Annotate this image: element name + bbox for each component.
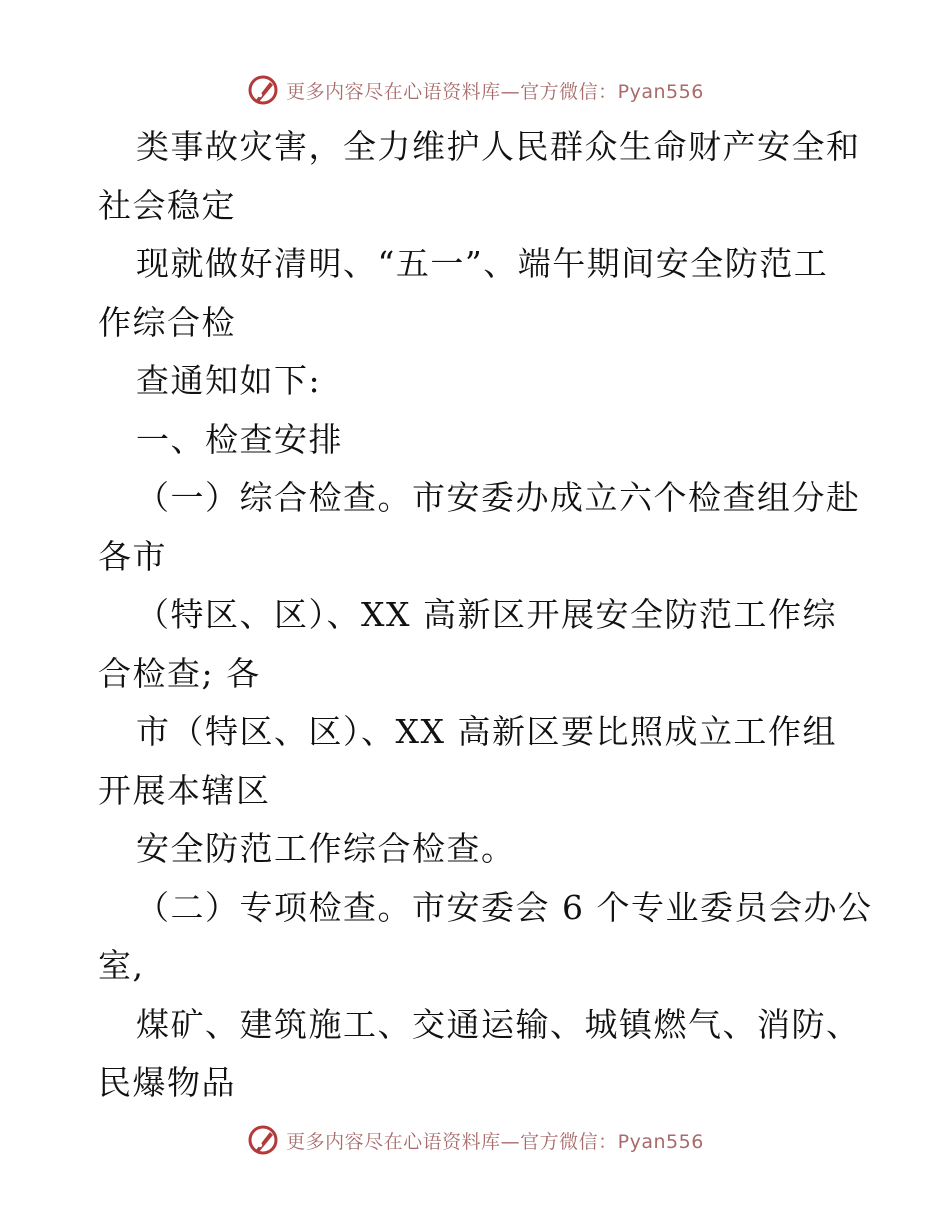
text-line: 市（特区、区）、XX 高新区要比照成立工作组 — [136, 712, 837, 751]
text-line: 合检查; 各 — [98, 653, 261, 693]
watermark-text: 更多内容尽在心语资料库—官方微信：Pyan556 — [286, 1130, 704, 1153]
pen-nib-circle-icon — [246, 1123, 280, 1157]
text-line: （一）综合检查。市安委办成立六个检查组分赴 — [136, 478, 861, 517]
document-body — [98, 118, 873, 1113]
text-line: 作综合检 — [98, 302, 236, 342]
text-line: 室, — [98, 946, 145, 985]
text-line: 煤矿、建筑施工、交通运输、城镇燃气、消防、 — [136, 1004, 861, 1044]
header-watermark — [0, 70, 950, 110]
text-line: 安全防范工作综合检查。 — [136, 829, 516, 868]
text-line: 开展本辖区 — [98, 770, 271, 810]
footer-watermark — [0, 1120, 950, 1160]
text-line: 各市 — [98, 536, 167, 576]
section-heading: 一、检查安排 — [136, 419, 343, 459]
text-line: 现就做好清明、“五一”、端午期间安全防范工 — [136, 244, 829, 283]
watermark-text: 更多内容尽在心语资料库—官方微信：Pyan556 — [286, 80, 704, 103]
text-line: 查通知如下: — [136, 361, 322, 400]
text-line: （二）专项检查。市安委会 6 个专业委员会办公 — [136, 887, 873, 927]
pen-nib-circle-icon — [246, 73, 280, 107]
text-line: 民爆物品 — [98, 1063, 236, 1102]
text-line: 社会稳定 — [98, 185, 236, 225]
text-line: 类事故灾害，全力维护人民群众生命财产安全和 — [136, 127, 861, 166]
text-line: （特区、区）、XX 高新区开展安全防范工作综 — [136, 595, 837, 634]
